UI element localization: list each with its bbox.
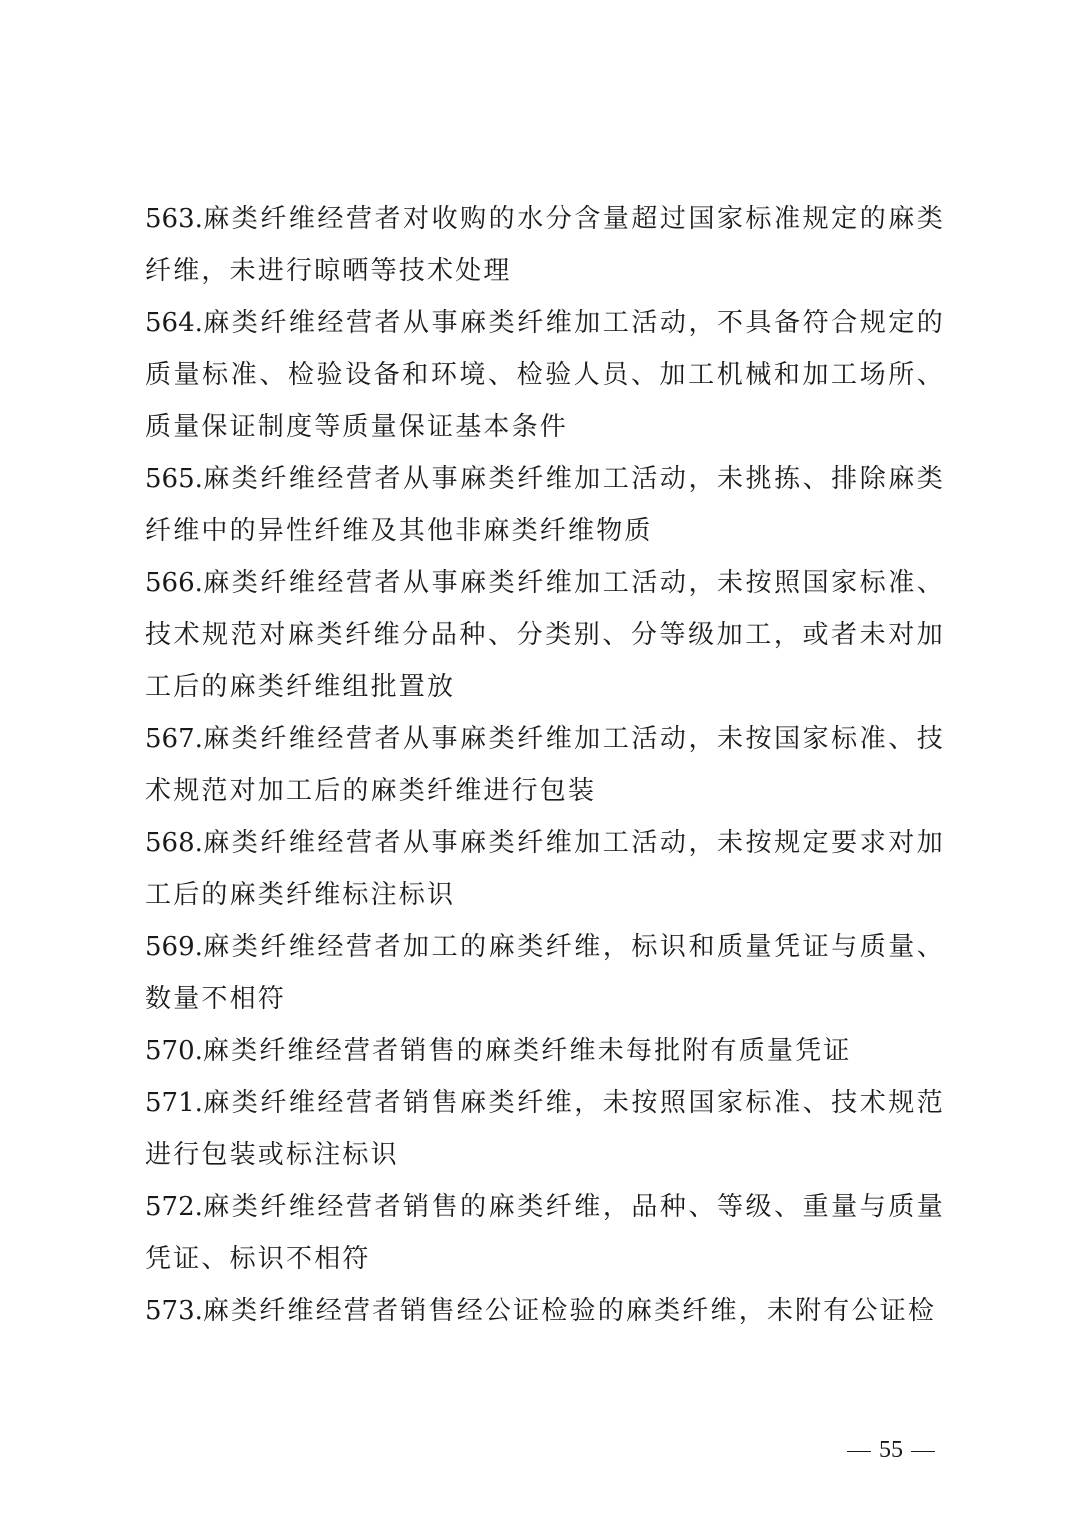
list-item bbox=[145, 817, 945, 921]
item-number: 568. bbox=[145, 828, 203, 858]
item-text: 麻类纤维经营者销售经公证检验的麻类纤维，未附有公证检 bbox=[202, 1296, 937, 1326]
list-item bbox=[145, 713, 945, 817]
item-text: 麻类纤维经营者从事麻类纤维加工活动，未挑拣、排除麻类纤维中的异性纤维及其他非麻类纤维物质 bbox=[145, 464, 945, 546]
item-number: 572. bbox=[145, 1192, 203, 1222]
item-text: 麻类纤维经营者从事麻类纤维加工活动，未按规定要求对加工后的麻类纤维标注标识 bbox=[145, 828, 945, 910]
list-item bbox=[145, 557, 945, 713]
item-number: 566. bbox=[145, 568, 203, 598]
item-number: 571. bbox=[145, 1088, 203, 1118]
item-text: 麻类纤维经营者从事麻类纤维加工活动，不具备符合规定的质量标准、检验设备和环境、检验人员、加工机械和加工场所、质量保证制度等质量保证基本条件 bbox=[145, 308, 945, 442]
item-text: 麻类纤维经营者加工的麻类纤维，标识和质量凭证与质量、数量不相符 bbox=[145, 932, 945, 1014]
list-item bbox=[145, 297, 945, 453]
list-item bbox=[145, 921, 945, 1025]
item-text: 麻类纤维经营者销售的麻类纤维未每批附有质量凭证 bbox=[202, 1036, 852, 1066]
item-number: 569. bbox=[145, 932, 203, 962]
item-number: 567. bbox=[145, 724, 203, 754]
item-text: 麻类纤维经营者从事麻类纤维加工活动，未按国家标准、技术规范对加工后的麻类纤维进行包装 bbox=[145, 724, 945, 806]
dash-right bbox=[911, 1451, 935, 1452]
page-number bbox=[839, 1437, 943, 1464]
item-number: 563. bbox=[145, 204, 203, 234]
item-number: 570. bbox=[145, 1036, 203, 1066]
item-number: 573. bbox=[145, 1296, 203, 1326]
list-item bbox=[145, 1025, 945, 1077]
item-number: 564. bbox=[145, 308, 203, 338]
list-item bbox=[145, 1181, 945, 1285]
list-item bbox=[145, 1285, 945, 1337]
list-item bbox=[145, 193, 945, 297]
item-text: 麻类纤维经营者销售的麻类纤维，品种、等级、重量与质量凭证、标识不相符 bbox=[145, 1192, 945, 1274]
item-text: 麻类纤维经营者销售麻类纤维，未按照国家标准、技术规范进行包装或标注标识 bbox=[145, 1088, 945, 1170]
list-item bbox=[145, 453, 945, 557]
item-number: 565. bbox=[145, 464, 203, 494]
item-text: 麻类纤维经营者对收购的水分含量超过国家标准规定的麻类纤维，未进行晾晒等技术处理 bbox=[145, 204, 945, 286]
regulation-list bbox=[145, 193, 945, 1337]
dash-left bbox=[847, 1451, 871, 1452]
item-text: 麻类纤维经营者从事麻类纤维加工活动，未按照国家标准、技术规范对麻类纤维分品种、分类别、分等级加工，或者未对加工后的麻类纤维组批置放 bbox=[145, 568, 945, 702]
list-item bbox=[145, 1077, 945, 1181]
page-number-value: 55 bbox=[879, 1437, 903, 1463]
